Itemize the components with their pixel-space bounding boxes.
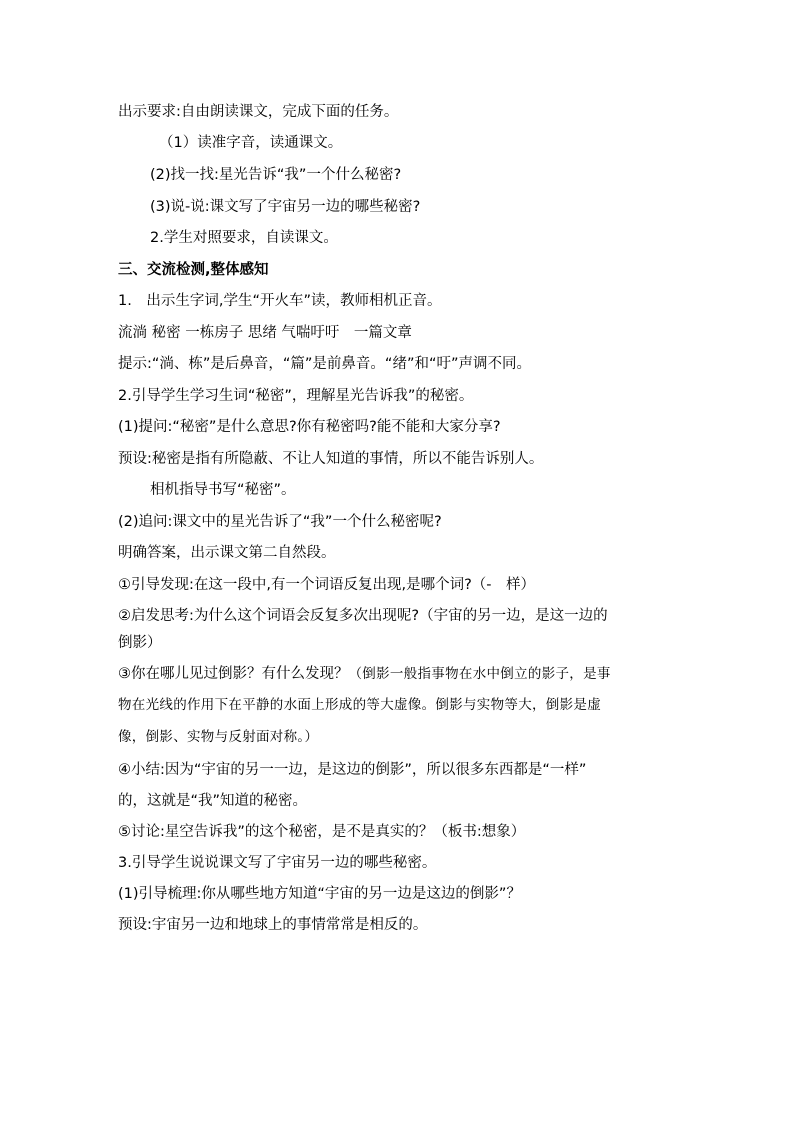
step-1: 1. 出示生字词,学生“开火车”读，教师相机正音。 — [118, 293, 442, 309]
task-intro: 出示要求:自由朗读课文，完成下面的任务。 — [118, 104, 399, 120]
thinking-item-cont: 倒影） — [118, 635, 162, 651]
question-1: (1)提问:“秘密”是什么意思?你有秘密吗?能不能和大家分享? — [118, 419, 501, 435]
answer-instruction: 明确答案，出示课文第二自然段。 — [118, 545, 336, 561]
reflection-question: ③你在哪儿见过倒影？有什么发现？ — [118, 666, 349, 682]
discovery-item: ①引导发现:在这一段中,有一个词语反复出现,是哪个词?（- 样） — [118, 577, 536, 593]
reflection-note-cont: 物在光线的作用下在平静的水面上形成的等大虚像。倒影与实物等大，倒影是虚 — [118, 697, 601, 713]
self-read-step: 2.学生对照要求，自读课文。 — [150, 230, 338, 246]
vocabulary-list: 流淌 秘密 一栋房子 思绪 气喘吁吁 一篇文章 — [118, 325, 412, 341]
discussion-item: ⑤讨论:星空告诉我”的这个秘密，是不是真实的？（板书:想象） — [118, 824, 526, 840]
question-2: (2)追问:课文中的星光告诉了“我”一个什么秘密呢? — [118, 514, 442, 530]
task-item-3: (3)说-说:课文写了宇宙另一边的哪些秘密? — [150, 199, 421, 215]
reflection-note-end: 像，倒影、实物与反射面对称。） — [118, 729, 319, 745]
preset-answer-1: 预设:秘密是指有所隐蔽、不让人知道的事情，所以不能告诉别人。 — [118, 451, 544, 467]
task-item-2: (2)找一找:星光告诉“我”一个什么秘密? — [150, 167, 402, 183]
section-heading: 三、交流检测,整体感知 — [118, 262, 269, 278]
step-3: 3.引导学生说说课文写了宇宙另一边的哪些秘密。 — [118, 855, 437, 871]
summary-item: ④小结:因为“宇宙的另一一边，是这边的倒影”，所以很多东西都是“一样” — [118, 762, 587, 778]
reflection-line — [118, 664, 611, 684]
preset-answer-2: 预设:宇宙另一边和地球上的事情常常是相反的。 — [118, 917, 428, 933]
pronunciation-hint: 提示:“淌、栋”是后鼻音，“篇”是前鼻音。“绪”和“吁”声调不同。 — [118, 356, 531, 372]
writing-guidance: 相机指导书写“秘密”。 — [150, 482, 296, 498]
sorting-question: (1)引导梳理:你从哪些地方知道“宇宙的另一边是这边的倒影”？ — [118, 886, 521, 902]
task-item-1: （1）读准字音，读通课文。 — [159, 135, 343, 151]
thinking-item: ②启发思考:为什么这个词语会反复多次出现呢?（宇宙的另一边，是这一边的 — [118, 608, 608, 624]
reflection-note: （倒影一般指事物在水中倒立的影子，是事 — [348, 666, 611, 682]
step-2: 2.引导学生学习生词“秘密”，理解星光告诉我”的秘密。 — [118, 388, 474, 404]
summary-item-cont: 的，这就是“我”知道的秘密。 — [118, 793, 308, 809]
